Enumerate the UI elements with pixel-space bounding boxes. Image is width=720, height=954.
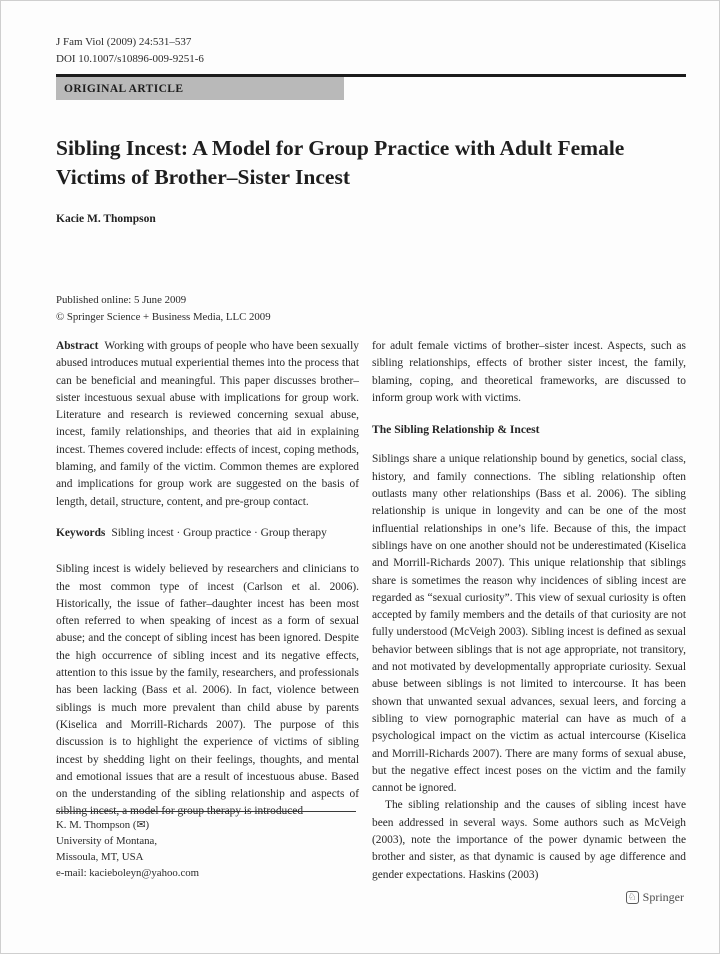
intro-paragraph: Sibling incest is widely believed by researchers and clinicians to the most common type of incest (Carlson et al. 2006). Historically, the issue of father–daughter incest has been most often referred to when speaking of incest as a form of sexual abuse; and the concept of sibling incest has been ignored. Despite the high occurrence of sibling incest and its negative effects, attention to this issue by the family, researchers, and professionals has been lacking (Bass et al. 2006). In fact, violence between siblings is much more prevalent than child abuse by parents (Kiselica and Morrill-Richards 2007). The purpose of this discussion is to highlight the experience of victims of sibling incest by shedding light on their feelings, thoughts, and mental and emotional issues that are a result of incestuous abuse. Based on the understanding of the sibling relationship and aspects of sibling incest, a model for group therapy is introduced	[56, 563, 359, 818]
correspondence-author: K. M. Thompson (✉)	[56, 819, 150, 831]
correspondence-affiliation: University of Montana,	[56, 834, 158, 847]
abstract-continuation: for adult female victims of brother–sister incest. Aspects, such as sibling relationships, effects of brother sister incest, the family, blaming, coping, and theoretical frameworks, are discussed to inform group work with victims.	[372, 340, 686, 404]
section-heading: The Sibling Relationship & Incest	[372, 423, 540, 437]
keywords-label: Keywords	[56, 526, 106, 539]
right-column	[372, 338, 686, 884]
left-column	[56, 338, 359, 821]
publisher-name: Springer	[642, 890, 684, 904]
doi: DOI 10.1007/s10896-009-9251-6	[56, 52, 204, 65]
keywords-line	[56, 525, 359, 542]
abstract-paragraph	[56, 338, 359, 511]
section-paragraph-2: The sibling relationship and the causes of sibling incest have been addressed in several ways. Some authors such as McVeigh (2003), note the importance of the power dynamic between the brother and sister, as that dynamic is caused by age difference and gender expectations. Haskins (2003)	[372, 799, 686, 881]
journal-citation: J Fam Viol (2009) 24:531–537	[56, 36, 192, 48]
article-type-banner: ORIGINAL ARTICLE	[56, 77, 344, 100]
section-paragraph-1: Siblings share a unique relationship bound by genetics, social class, history, and family connections. The sibling relationship often outlasts many other relationships (Bass et al. 2006). The sibling relationship is unique in longevity and can be one of the most influential relationships in one’s life. Because of this, the impact siblings have on one another should not be underestimated (Kiselica and Morrill-Richards 2007). This unique relationship that siblings share is sometimes the reason why incidences of sibling incest are regarded as “sexual curiosity”. This view of sexual curiosity is often accepted by family members and the details of that curiosity are not fully understood (McVeigh 2003). Sibling incest is defined as sexual behavior between siblings that is not age appropriate, not transitory, and not motivated by developmentally appropriate curiosity. Sexual abuse between siblings is not limited to intercourse. It has been shown that unwanted sexual advances, sexual leers, and forcing a sibling to view pornographic material can have as much of a psychological impact on the victim as actual intercourse (Kiselica and Morrill-Richards 2007). There are many forms of sexual abuse, but the negative effect incest poses on the victim and the family cannot be ignored.	[372, 453, 686, 795]
author-name: Kacie M. Thompson	[56, 213, 156, 225]
copyright-line: © Springer Science + Business Media, LLC 2009	[56, 310, 271, 323]
publisher-footer	[626, 890, 684, 905]
article-title: Sibling Incest: A Model for Group Practice with Adult Female Victims of Brother–Sister Incest	[56, 136, 625, 190]
abstract-text: Working with groups of people who have been sexually abused introduces mutual experiential themes into the process that can be beneficial and meaningful. This paper discusses brother–sister incestuous sexual abuse with implications for group work. Literature and research is reviewed concerning sexual abuse, incest, family relationships, and theories that aid in explaining incest. Themes covered include: effects of incest, coping methods, blaming, and family of the victim. Common themes are explored and implications for group work are suggested on the basis of length, detail, structure, content, and pre-group contact.	[56, 340, 359, 508]
correspondence-footnote	[56, 811, 356, 882]
journal-header	[56, 34, 204, 67]
abstract-label: Abstract	[56, 340, 99, 352]
publication-info	[56, 292, 271, 325]
correspondence-email: e-mail: kacieboleyn@yahoo.com	[56, 866, 200, 879]
correspondence-city: Missoula, MT, USA	[56, 850, 144, 863]
keywords-text: Sibling incest · Group practice · Group therapy	[111, 526, 327, 539]
published-online-date: Published online: 5 June 2009	[56, 294, 187, 306]
springer-logo-icon: ♘	[627, 892, 637, 903]
